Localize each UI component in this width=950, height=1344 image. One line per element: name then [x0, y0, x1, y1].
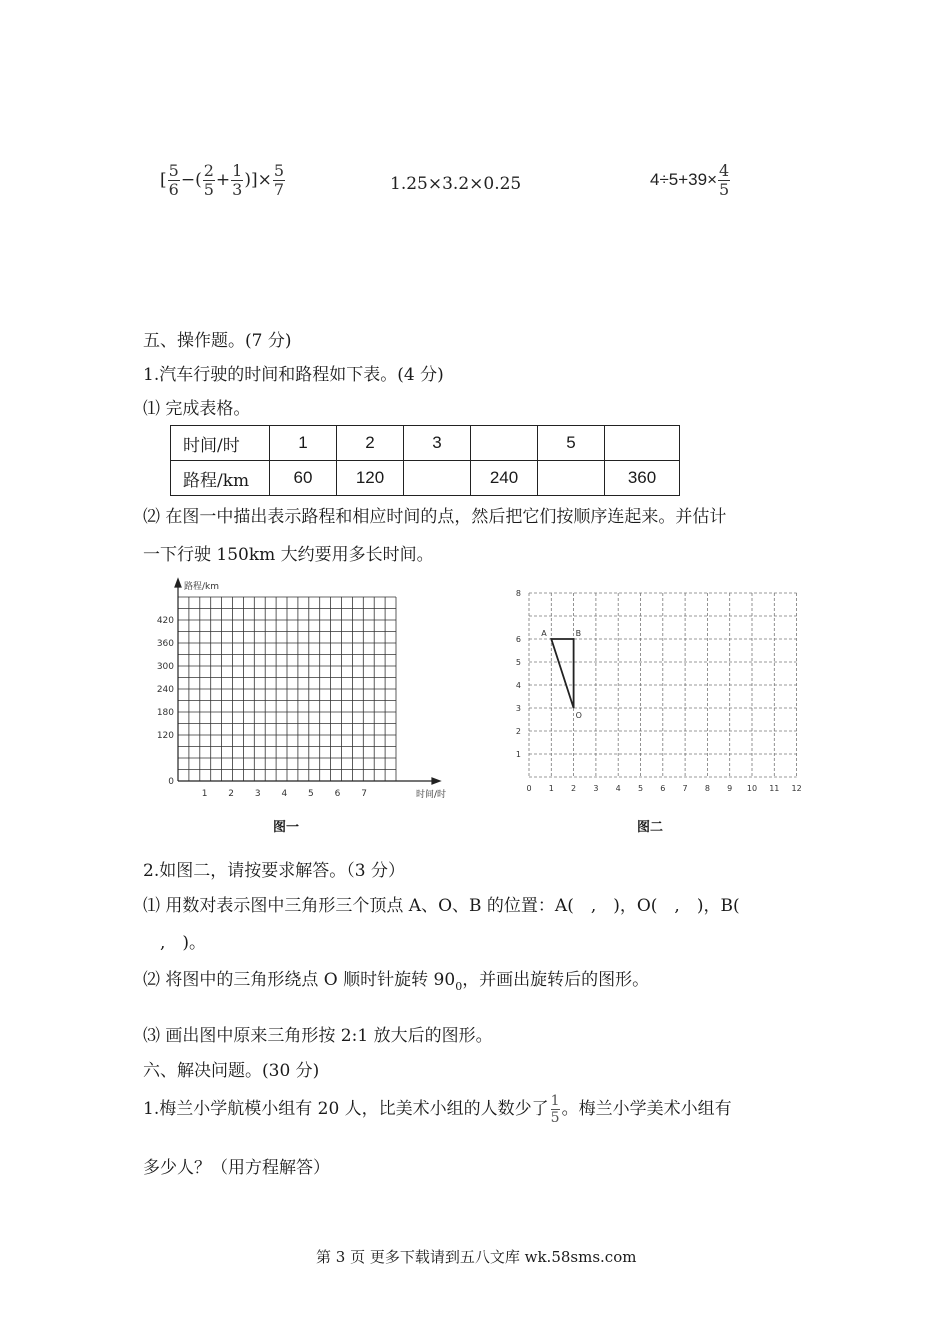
- y-tick-label: 120: [156, 731, 174, 741]
- figure1-caption: 图一: [273, 820, 300, 835]
- x-tick-label: 6: [660, 784, 666, 793]
- y-tick-label: 360: [156, 639, 174, 649]
- table-cell: 路程/km: [171, 461, 270, 496]
- table-cell: 5: [538, 426, 605, 461]
- x-tick-label: 6: [334, 789, 341, 799]
- table-cell-blank[interactable]: [471, 426, 538, 461]
- table-cell: 60: [270, 461, 337, 496]
- fraction-4-5: $\frac{4}{5}$: [719, 161, 730, 199]
- table-cell: 120: [337, 461, 404, 496]
- table-cell: 240: [471, 461, 538, 496]
- table-row: [171, 426, 680, 461]
- y-axis-arrow: [175, 579, 181, 587]
- question2-part3: ⑶ 画出图中原来三角形按 2:1 放大后的图形。: [143, 1026, 493, 1046]
- x-tick-label: 5: [308, 789, 314, 799]
- table-row: [171, 461, 680, 496]
- x-tick-label: 4: [615, 784, 621, 793]
- x-tick-label: 0: [526, 784, 532, 793]
- y-tick-label: 1: [515, 750, 521, 759]
- x-tick-label: 3: [593, 784, 599, 793]
- table-cell: 2: [337, 426, 404, 461]
- y-tick-label: 2: [515, 727, 521, 736]
- x-axis-label: 时间/时: [416, 790, 447, 800]
- x-tick-label: 12: [791, 784, 802, 793]
- fraction-1-5: $\frac{1}{5}$: [550, 1093, 560, 1126]
- vertex-label-o: O: [575, 711, 582, 720]
- table-cell-blank[interactable]: [538, 461, 605, 496]
- section6-title: 六、解决问题。(30 分): [143, 1061, 320, 1081]
- question1-part2-line1: ⑵ 在图一中描出表示路程和相应时间的点，然后把它们按顺序连起来。并估计: [143, 507, 727, 527]
- question2-heading: 2.如图二，请按要求解答。（3 分）: [143, 861, 405, 881]
- x-tick-label: 4: [281, 789, 288, 799]
- table-cell: 3: [404, 426, 471, 461]
- x-tick-label: 9: [727, 784, 733, 793]
- x-tick-label: 10: [746, 784, 758, 793]
- table-cell-blank[interactable]: [404, 461, 471, 496]
- time-distance-table: [170, 425, 680, 496]
- triangle-aob: [551, 639, 573, 708]
- y-tick-label: 300: [156, 662, 174, 672]
- table-cell: 时间/时: [171, 426, 270, 461]
- question2-part1-line1: ⑴ 用数对表示图中三角形三个顶点 A、O、B 的位置：A( , )，O( , )，B(: [143, 896, 740, 916]
- x-tick-label: 3: [254, 789, 261, 799]
- x-tick-label: 7: [682, 784, 688, 793]
- y-tick-label: 8: [515, 589, 521, 598]
- y-tick-label: 0: [168, 777, 174, 787]
- table-cell-blank[interactable]: [605, 426, 680, 461]
- vertex-label-a: A: [541, 629, 547, 638]
- x-tick-label: 5: [637, 784, 644, 793]
- x-tick-label: 1: [548, 784, 554, 793]
- fraction-5-7: $\frac{5}{7}$: [273, 161, 285, 199]
- vertex-label-b: B: [575, 629, 582, 638]
- y-tick-label: 180: [156, 708, 174, 718]
- section6-question1-line1: 1.梅兰小学航模小组有 20 人，比美术小组的人数少了 $\frac{1}{5}$ 。梅兰小学美术小组有: [143, 1093, 732, 1126]
- figure1-graph: [140, 575, 447, 805]
- y-tick-label: 3: [515, 704, 521, 713]
- question1-part2-line2: 一下行驶 150km 大约要用多长时间。: [143, 545, 434, 565]
- fraction-2-5: $\frac{2}{5}$: [203, 161, 214, 199]
- y-axis-label: 路程/km: [184, 582, 220, 592]
- page-footer: 第 3 页 更多下载请到五八文库 wk.58sms.com: [316, 1248, 637, 1266]
- table-cell: 1: [270, 426, 337, 461]
- x-axis-arrow: [432, 778, 440, 784]
- x-tick-label: 8: [704, 784, 710, 793]
- x-tick-label: 11: [769, 784, 780, 793]
- x-tick-label: 2: [571, 784, 577, 793]
- x-tick-label: 2: [228, 789, 235, 799]
- question1-part1: ⑴ 完成表格。: [143, 399, 251, 419]
- question1-heading: 1.汽车行驶的时间和路程如下表。(4 分): [143, 365, 444, 385]
- section5-title: 五、操作题。(7 分): [143, 331, 292, 351]
- fraction-5-6: $\frac{5}{6}$: [168, 161, 179, 199]
- figure2-graph: [505, 583, 805, 798]
- y-tick-label: 4: [515, 681, 521, 690]
- section6-question1-line2: 多少人？（用方程解答）: [143, 1158, 330, 1178]
- question2-part1-line2: , )。: [143, 933, 207, 953]
- question2-part2: ⑵ 将图中的三角形绕点 O 顺时针旋转 $90_0$，并画出旋转后的图形。: [143, 970, 650, 993]
- y-tick-label: 6: [515, 635, 521, 644]
- y-tick-label: 240: [156, 685, 174, 695]
- expression-1: [ $\frac{5}{6}$ −( $\frac{2}{5}$ + $\frac{1}{3}$ )]× $\frac{5}{7}$: [160, 161, 285, 199]
- fraction-1-3: $\frac{1}{3}$: [232, 161, 243, 199]
- expression-3: 4÷5+39× $\frac{4}{5}$: [650, 161, 730, 199]
- x-tick-label: 7: [361, 789, 367, 799]
- y-tick-label: 5: [515, 658, 521, 667]
- expression-2: 1.25×3.2×0.25: [390, 174, 522, 194]
- figure2-caption: 图二: [637, 820, 664, 835]
- x-tick-label: 1: [201, 789, 208, 799]
- y-tick-label: 420: [156, 616, 174, 626]
- table-cell: 360: [605, 461, 680, 496]
